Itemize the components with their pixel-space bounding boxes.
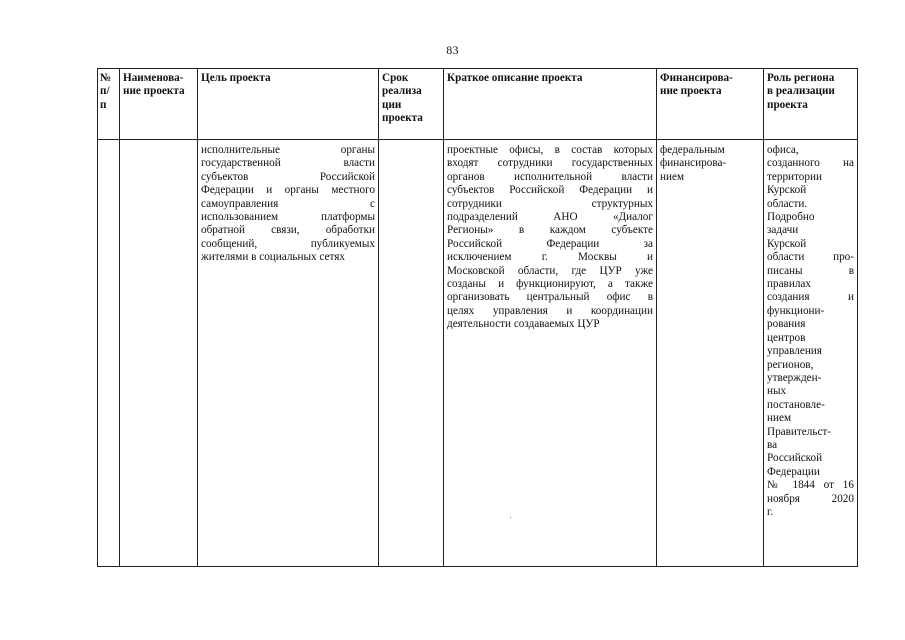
text-line: государственной власти xyxy=(201,157,375,170)
cell-num xyxy=(98,140,120,567)
scan-speck xyxy=(510,517,511,518)
text-line: п xyxy=(100,98,107,111)
table-row xyxy=(98,140,858,567)
header-financing xyxy=(657,69,764,140)
text-line: подразделений АНО «Диалог xyxy=(447,211,653,224)
text-line: реализа xyxy=(382,85,422,98)
text-line: создания и xyxy=(767,291,854,304)
cell-financing xyxy=(657,140,764,567)
text-line: субъектов Российской xyxy=(201,170,375,183)
text-line: Российской xyxy=(767,452,823,465)
header-goal xyxy=(198,69,379,140)
text-line: созданы и функционируют, а также xyxy=(447,278,653,291)
text-line: Срок xyxy=(382,72,409,84)
text-line: Федерации и органы местного xyxy=(201,184,375,197)
text-line: задачи xyxy=(767,224,799,237)
text-line: сообщений, публикуемых xyxy=(201,237,375,250)
text-line: Финансирова- xyxy=(660,72,733,84)
text-line: Наименова- xyxy=(123,72,184,84)
text-line: субъектов Российской Федерации и xyxy=(447,184,653,197)
text-line: жителями в социальных сетях xyxy=(201,251,345,264)
header-term xyxy=(379,69,444,140)
text-line: нием xyxy=(767,412,792,425)
text-line: организовать центральный офис в xyxy=(447,291,653,304)
text-line: финансирова- xyxy=(660,157,727,170)
header-role xyxy=(764,69,858,140)
text-line: Российской Федерации за xyxy=(447,237,653,250)
text-line: правилах xyxy=(767,278,811,291)
text-line: целях управления и координации xyxy=(447,304,653,317)
text-line: Подробно xyxy=(767,211,815,224)
text-line: Роль региона xyxy=(767,72,835,84)
cell-description xyxy=(444,140,657,567)
text-line: Правительст- xyxy=(767,425,832,438)
text-line: исключением г. Москвы и xyxy=(447,251,653,264)
header-name xyxy=(120,69,198,140)
text-line: проекта xyxy=(767,98,808,111)
text-line: ции xyxy=(382,98,402,111)
text-line: Краткое описание проекта xyxy=(447,72,583,84)
text-line: № xyxy=(100,72,112,84)
text-line: созданного на xyxy=(767,157,854,170)
text-line: офиса, xyxy=(767,144,799,156)
cell-term xyxy=(379,140,444,567)
text-line: федеральным xyxy=(660,144,725,156)
text-line: проекта xyxy=(382,112,423,125)
text-line: деятельности создаваемых ЦУР xyxy=(447,318,600,331)
text-line: сотрудники структурных xyxy=(447,197,653,210)
text-line: обратной связи, обработки xyxy=(201,224,375,237)
text-line: в реализации xyxy=(767,85,835,98)
text-line: ва xyxy=(767,438,778,451)
text-line: центров xyxy=(767,331,806,344)
text-line: ных xyxy=(767,385,787,398)
text-line: Курской xyxy=(767,237,807,250)
text-line: ноября 2020 xyxy=(767,492,854,505)
page-number: 83 xyxy=(446,43,459,57)
text-line: ние проекта xyxy=(123,85,185,98)
header-num xyxy=(98,69,120,140)
text-line: № 1844 от 16 xyxy=(767,479,854,492)
text-line: писаны в xyxy=(767,264,854,277)
text-line: области. xyxy=(767,197,808,210)
text-line: самоуправления с xyxy=(201,197,375,210)
table-header-row xyxy=(98,69,858,140)
text-line: г. xyxy=(767,505,774,518)
text-line: Курской xyxy=(767,184,807,197)
text-line: Московской области, где ЦУР уже xyxy=(447,264,653,277)
text-line: регионов, xyxy=(767,358,814,371)
text-line: органов исполнительной власти xyxy=(447,170,653,183)
text-line: территории xyxy=(767,170,822,183)
cell-role xyxy=(764,140,858,567)
cell-goal xyxy=(198,140,379,567)
header-description xyxy=(444,69,657,140)
text-line: утвержден- xyxy=(767,371,822,384)
text-line: области про- xyxy=(767,251,854,264)
text-line: постановле- xyxy=(767,398,825,411)
projects-table xyxy=(97,68,858,567)
text-line: нием xyxy=(660,170,685,183)
text-line: Федерации xyxy=(767,465,820,478)
text-line: п/ xyxy=(100,85,110,98)
text-line: управления xyxy=(767,345,822,358)
text-line: ние проекта xyxy=(660,85,722,98)
text-line: исполнительные органы xyxy=(201,144,375,156)
text-line: Регионы» в каждом субъекте xyxy=(447,224,653,237)
text-line: Цель проекта xyxy=(201,72,271,84)
text-line: входят сотрудники государственных xyxy=(447,157,653,170)
text-line: проектные офисы, в состав которых xyxy=(447,144,653,156)
cell-name xyxy=(120,140,198,567)
text-line: рования xyxy=(767,318,806,331)
text-line: использованием платформы xyxy=(201,211,375,224)
text-line: функциони- xyxy=(767,304,825,317)
